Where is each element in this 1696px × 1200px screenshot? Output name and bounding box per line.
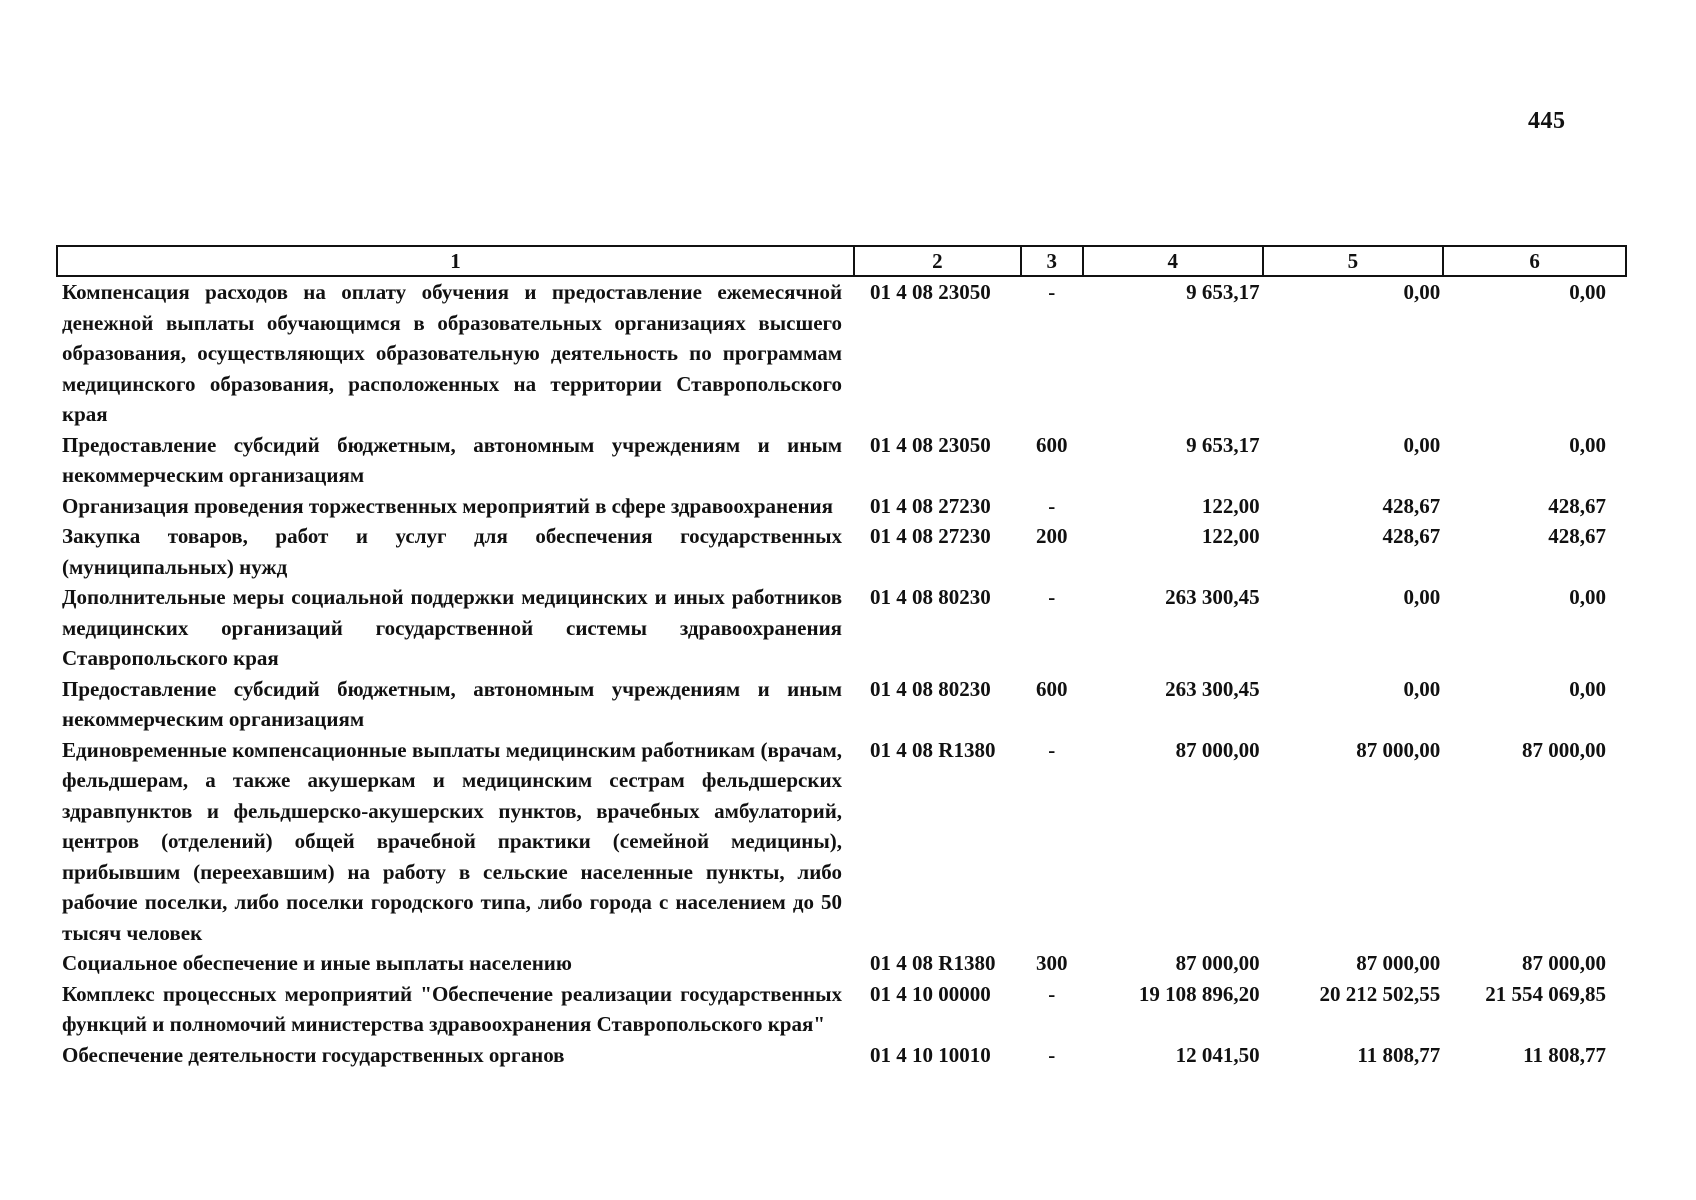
amount-col-5: 0,00	[1403, 585, 1441, 609]
expense-name: Социальное обеспечение и иные выплаты населению	[62, 951, 572, 975]
table-row	[57, 948, 1626, 979]
table-row	[57, 521, 1626, 582]
amount-col-5: 0,00	[1403, 432, 1441, 457]
amount-col-5: 0,00	[1403, 280, 1441, 304]
amount-col-6: 11 808,77	[1523, 1042, 1606, 1067]
amount-col-6: 428,67	[1548, 524, 1606, 548]
expense-type-code: -	[1048, 737, 1056, 762]
table-header-row	[57, 246, 1626, 276]
amount-col-6: 87 000,00	[1522, 951, 1606, 975]
expense-name: Компенсация расходов на оплату обучения и предоставление ежемесячной денежной выплаты обучающимся в образовательных организациях высшего образования, осуществляющих образовательную деятельность по программам медицинского образования, расположенных на территории Ставропольского края	[62, 280, 843, 426]
target-article-code: 01 4 08 80230	[870, 676, 991, 701]
amount-col-6: 428,67	[1548, 493, 1606, 518]
table-row	[57, 674, 1626, 735]
expense-name: Закупка товаров, работ и услуг для обеспечения государственных (муниципальных) нужд	[62, 524, 843, 579]
target-article-code: 01 4 10 10010	[870, 1042, 991, 1067]
target-article-code: 01 4 08 R1380	[870, 951, 996, 975]
table-row	[57, 582, 1626, 674]
expense-name: Дополнительные меры социальной поддержки медицинских и иных работников медицинских организаций государственной системы здравоохранения Ставропольского края	[62, 585, 843, 670]
expense-name: Организация проведения торжественных мероприятий в сфере здравоохранения	[62, 493, 834, 518]
amount-col-4: 9 653,17	[1186, 432, 1260, 457]
amount-col-6: 0,00	[1569, 280, 1606, 304]
expense-type-code: 200	[1036, 524, 1068, 548]
table-row	[57, 491, 1626, 522]
table-row	[57, 1040, 1626, 1071]
column-header: 6	[1443, 246, 1626, 276]
column-header: 3	[1021, 246, 1083, 276]
expense-name: Предоставление субсидий бюджетным, автономным учреждениям и иным некоммерческим организациям	[62, 676, 843, 731]
amount-col-4: 12 041,50	[1175, 1042, 1260, 1067]
target-article-code: 01 4 10 00000	[870, 981, 991, 1006]
table-row	[57, 735, 1626, 949]
column-header: 2	[854, 246, 1021, 276]
amount-col-5: 87 000,00	[1356, 737, 1441, 762]
table-row	[57, 276, 1626, 430]
page-number: 445	[1528, 108, 1566, 134]
target-article-code: 01 4 08 27230	[870, 524, 991, 548]
expense-name: Предоставление субсидий бюджетным, автономным учреждениям и иным некоммерческим организациям	[62, 432, 843, 487]
amount-col-4: 19 108 896,20	[1138, 981, 1260, 1006]
target-article-code: 01 4 08 23050	[870, 432, 991, 457]
expense-type-code: -	[1048, 1042, 1056, 1067]
column-header: 1	[57, 246, 854, 276]
target-article-code: 01 4 08 27230	[870, 493, 991, 518]
amount-col-5: 0,00	[1403, 676, 1441, 701]
budget-table	[56, 245, 1627, 1070]
column-header: 5	[1263, 246, 1444, 276]
amount-col-4: 87 000,00	[1175, 951, 1260, 975]
amount-col-6: 0,00	[1569, 585, 1606, 609]
amount-col-4: 122,00	[1201, 524, 1260, 548]
amount-col-4: 9 653,17	[1186, 280, 1260, 304]
column-header: 4	[1083, 246, 1263, 276]
amount-col-6: 0,00	[1569, 676, 1606, 701]
amount-col-5: 87 000,00	[1356, 951, 1441, 975]
table-row	[57, 430, 1626, 491]
amount-col-4: 263 300,45	[1165, 585, 1260, 609]
amount-col-4: 263 300,45	[1165, 676, 1260, 701]
target-article-code: 01 4 08 80230	[870, 585, 991, 609]
amount-col-6: 21 554 069,85	[1485, 981, 1606, 1006]
expense-type-code: 600	[1036, 676, 1068, 701]
table-row	[57, 979, 1626, 1040]
amount-col-4: 87 000,00	[1175, 737, 1260, 762]
amount-col-4: 122,00	[1201, 493, 1260, 518]
amount-col-6: 0,00	[1569, 432, 1606, 457]
amount-col-5: 428,67	[1382, 524, 1441, 548]
target-article-code: 01 4 08 23050	[870, 280, 991, 304]
expense-type-code: -	[1048, 280, 1056, 304]
expense-type-code: -	[1048, 981, 1056, 1006]
expense-name: Единовременные компенсационные выплаты медицинским работникам (врачам, фельдшерам, а также акушеркам и медицинским сестрам фельдшерских здравпунктов и фельдшерско-акушерских пунктов, врачебных амбулаторий, центров (отделений) общей врачебной практики (семейной медицины), прибывшим (переехавшим) на работу в сельские населенные пункты, либо рабочие поселки, либо поселки городского типа, либо города с населением до 50 тысяч человек	[62, 737, 843, 945]
expense-type-code: -	[1048, 493, 1056, 518]
amount-col-6: 87 000,00	[1522, 737, 1606, 762]
expense-name: Комплекс процессных мероприятий "Обеспечение реализации государственных функций и полномочий министерства здравоохранения Ставропольского края"	[62, 981, 843, 1036]
expense-type-code: 300	[1036, 951, 1068, 975]
amount-col-5: 20 212 502,55	[1319, 981, 1441, 1006]
amount-col-5: 428,67	[1382, 493, 1441, 518]
expense-name: Обеспечение деятельности государственных органов	[62, 1042, 565, 1067]
amount-col-5: 11 808,77	[1357, 1042, 1441, 1067]
target-article-code: 01 4 08 R1380	[870, 737, 996, 762]
expense-type-code: -	[1048, 585, 1056, 609]
expense-type-code: 600	[1036, 432, 1068, 457]
